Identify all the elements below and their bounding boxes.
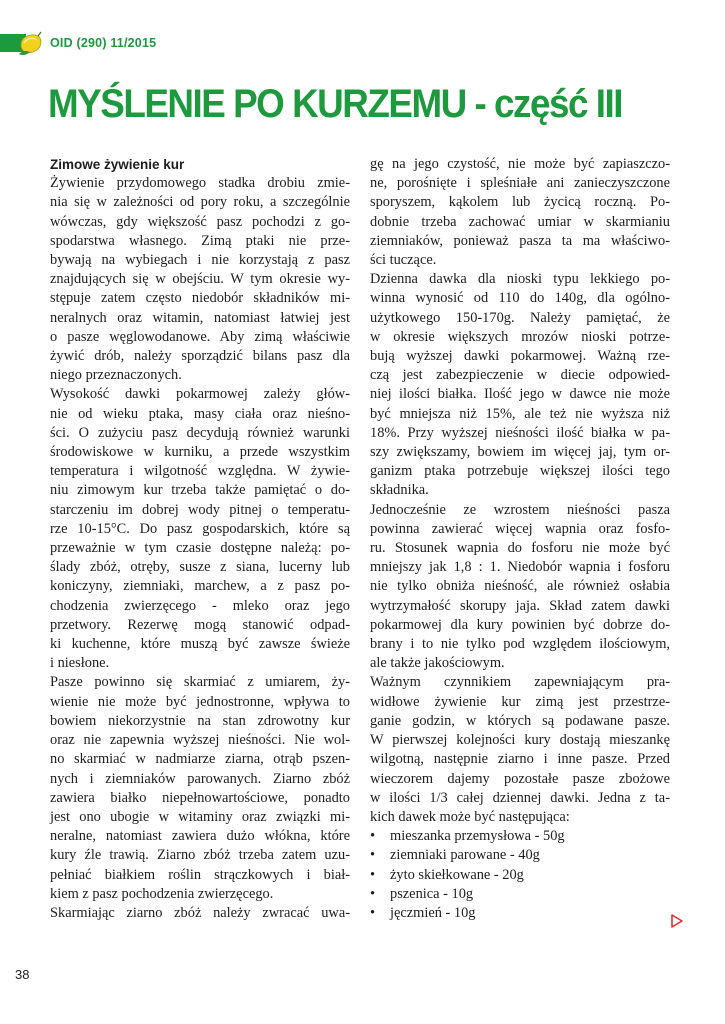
text-line: bowiem niekorzystnie na stan zdrowotny kur xyxy=(50,712,350,729)
text-line: rze 10-15°C. Do pasz gospodarskich, które są xyxy=(50,520,350,537)
text-line: brany i to nie tylko pod względem ilościowym, xyxy=(370,636,670,653)
right-column xyxy=(370,155,670,923)
list-item-text: ziemniaki parowane - 40g xyxy=(390,847,540,864)
issue-label: OID (290) 11/2015 xyxy=(50,36,157,50)
text-line: ki kuchenne, które muszą być zawsze świeże xyxy=(50,636,350,653)
text-line: spodarstwa własnego. Zimą ptaki nie prze- xyxy=(50,232,350,249)
text-line: wieczorem dajemy pozostałe pasze zbożowe xyxy=(370,770,670,787)
text-line: żywić drób, należy sporządzić bilans pasz dla xyxy=(50,348,350,365)
text-line: znajdujących się w obejściu. W tym okresie wy- xyxy=(50,271,350,288)
text-line: o pasze węglowodanowe. Aby zimą właściwie xyxy=(50,328,350,345)
text-line: Wysokość dawki pokarmowej zależy głów- xyxy=(50,386,350,403)
text-line: no skarmiać w nadmiarze ziarna, otrąb pszen- xyxy=(50,751,350,768)
text-line: gę na jego czystość, nie może być zapiaszczo- xyxy=(370,156,670,172)
text-line: i niesłone. xyxy=(50,655,110,672)
text-line: pokarmowej dla kury powinien być dobrze do- xyxy=(370,616,670,633)
text-line: ślady zbóż, otręby, susze z siana, lucerny lub xyxy=(50,559,350,576)
text-line: być mniejsza niż 15%, ale też nie wyższa niż xyxy=(370,405,670,422)
bullet-icon: • xyxy=(370,885,376,902)
feed-dose-list xyxy=(370,827,670,923)
text-line: bywają na wybiegach i nie korzystają z pasz xyxy=(50,252,350,269)
bullet-icon: • xyxy=(370,904,376,921)
text-line: 18%. Przy wyższej nieśności ilość białka w pa- xyxy=(370,424,670,441)
list-item-text: pszenica - 10g xyxy=(390,885,474,902)
text-line: dobnie trzeba zachować umiar w skarmianiu xyxy=(370,213,670,230)
text-line: szy zwiększamy, bowiem im więcej jaj, tym or- xyxy=(370,444,670,461)
text-line: środowiskowe w kurniku, a przede wszystkim xyxy=(50,444,350,461)
text-line: wilgotną, następnie ziarno i inne pasze. Przed xyxy=(370,751,670,768)
text-line: zawiera białko niepełnowartościowe, ponadto xyxy=(50,789,350,806)
text-line: kich dawek może być następująca: xyxy=(370,808,570,825)
text-line: jest ono ubogie w witaminy oraz związki mi- xyxy=(50,808,350,825)
text-line: kiem z pasz pochodzenia zwierzęcego. xyxy=(50,885,274,902)
text-line: użytkowego 150-170g. Należy pamiętać, że xyxy=(370,309,670,326)
text-line: stępuje zatem często niedobór składników mi- xyxy=(50,290,350,307)
left-column xyxy=(50,155,350,923)
text-line: Pasze powinno się skarmiać z umiarem, ży- xyxy=(50,674,350,691)
text-line: pełniać białkiem roślin strączkowych i biał- xyxy=(50,866,350,883)
list-item-text: mieszanka przemysłowa - 50g xyxy=(390,828,565,845)
bullet-icon: • xyxy=(370,847,376,864)
text-line: w okresie większych mrozów nioski potrze- xyxy=(370,328,670,345)
triangle-right-outline-icon[interactable] xyxy=(670,913,684,929)
text-line: powinna zawierać więcej wapnia oraz fosfo- xyxy=(370,520,670,537)
text-line: czą jest zabezpieczenie w diecie odpowied- xyxy=(370,367,670,384)
text-line: wówczas, gdy większość pasz pochodzi z go- xyxy=(50,213,350,230)
text-line: Ważnym czynnikiem zapewniającym pra- xyxy=(370,674,670,691)
text-line: ru. Stosunek wapnia do fosforu nie może być xyxy=(370,540,670,557)
text-line: W pierwszej kolejności kury dostają mieszankę xyxy=(370,732,670,749)
text-line: neralnych oraz witamin, natomiast łatwiej jest xyxy=(50,309,350,326)
text-line: sporyszem, kąkolem lub życicą roczną. Po- xyxy=(370,194,670,211)
text-line: koniczyny, ziemniaki, marchew, a z pasz po- xyxy=(50,578,350,595)
text-line: temperatura i wilgotność względna. W żywie- xyxy=(50,463,350,480)
bullet-icon: • xyxy=(370,828,376,845)
section-heading: Zimowe żywienie kur xyxy=(50,157,185,172)
text-line: przeważnie w tym czasie dostępne należą: po- xyxy=(50,540,350,557)
text-line: nie tylko obniża nieśność, ale również osłabia xyxy=(370,578,670,595)
text-line: mniejszy jak 1,8 : 1. Niedobór wapnia i fosforu xyxy=(370,559,670,576)
list-item xyxy=(370,904,670,923)
text-line: oraz nie zapewnia wyższej nieśności. Nie wol- xyxy=(50,732,350,749)
list-item xyxy=(370,866,670,885)
text-line: bują wyższej dawki pokarmowej. Ważną rze- xyxy=(370,348,670,365)
text-line: nia się w zależności od pory roku, a szczególnie xyxy=(50,194,350,211)
text-line: przetwory. Rezerwę mogą stanowić odpad- xyxy=(50,616,350,633)
text-line: chodzenia zwierzęcego - mleko oraz jego xyxy=(50,597,350,614)
text-line: nych i ziemniaków parowanych. Ziarno zbóż xyxy=(50,770,350,787)
text-line: winna wynosić od 110 do 140g, dla ogólno- xyxy=(370,290,670,307)
text-line: niego przeznaczonych. xyxy=(50,367,182,384)
text-line: nie od wieku ptaka, masy ciała oraz nieśno- xyxy=(50,405,350,422)
text-line: ści. O zużyciu pasz decydują również warunki xyxy=(50,424,350,441)
right-column-text xyxy=(370,155,670,827)
text-line: niej ilości białka. Ilość jego w dawce nie może xyxy=(370,386,670,403)
text-line: wytrzymałość skorupy jaja. Skład zatem dawki xyxy=(370,597,670,614)
text-line: starczeniu im dobrej wody pitnej o temperatu- xyxy=(50,501,350,518)
text-line: ści tuczące. xyxy=(370,252,437,269)
text-line: Jednocześnie ze wzrostem nieśności pasza xyxy=(370,501,670,518)
page-number: 38 xyxy=(15,967,30,982)
lemon-leaf-icon xyxy=(18,30,44,56)
text-line: w ilości 1/3 całej dziennej dawki. Jedna z ta- xyxy=(370,789,670,806)
text-line: ganie godzin, w których są podawane pasze. xyxy=(370,712,670,729)
text-line: składnika. xyxy=(370,482,429,499)
text-line: Skarmiając ziarno zbóż należy zwracać uwa- xyxy=(50,904,350,921)
left-column-text xyxy=(50,174,350,923)
text-line: Dzienna dawka dla nioski typu lekkiego po- xyxy=(370,271,670,288)
text-line: wienie nie może być jednostronne, wpływa to xyxy=(50,693,350,710)
list-item xyxy=(370,827,670,846)
text-line: ganizm ptaka potrzebuje większej ilości tego xyxy=(370,463,670,480)
text-line: ziemniaków, ponieważ pasza ta ma właściwo- xyxy=(370,232,670,249)
page-title: MYŚLENIE PO KURZEMU - część III xyxy=(48,82,622,126)
text-line: kury źle trawią. Ziarno zbóż trzeba zatem uzu- xyxy=(50,847,350,864)
text-line: ne, porośnięte i spleśniałe ani zanieczyszczone xyxy=(370,175,670,192)
text-line: ale także jakościowym. xyxy=(370,655,505,672)
text-line: neralne, natomiast zawiera dużo włókna, które xyxy=(50,828,350,845)
list-item-text: żyto skiełkowane - 20g xyxy=(390,866,524,883)
text-line: widłowe żywienie kur zimą jest przestrze- xyxy=(370,693,670,710)
list-item-text: jęczmień - 10g xyxy=(390,904,476,921)
list-item xyxy=(370,846,670,865)
bullet-icon: • xyxy=(370,866,376,883)
text-line: Żywienie przydomowego stadka drobiu zmie- xyxy=(50,175,350,192)
text-line: niu zimowym kur trzeba także pamiętać o do- xyxy=(50,482,350,499)
list-item xyxy=(370,885,670,904)
